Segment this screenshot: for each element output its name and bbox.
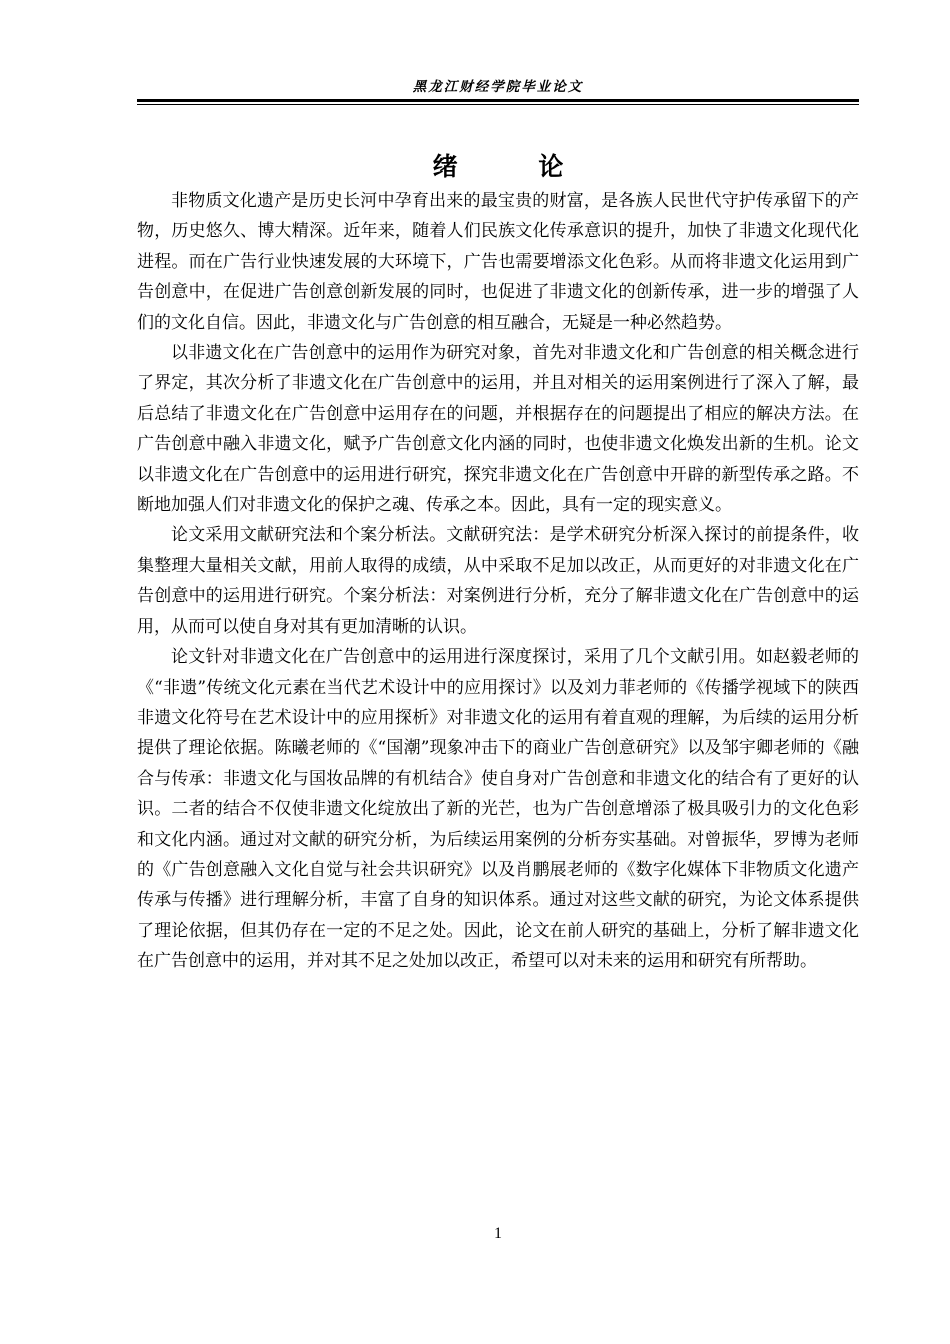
header-rule-thin [137, 104, 859, 105]
body-text [137, 186, 859, 977]
paragraph-2: 以非遗文化在广告创意中的运用作为研究对象，首先对非遗文化和广告创意的相关概念进行了界定，其次分析了非遗文化在广告创意中的运用，并且对相关的运用案例进行了深入了解，最后总结了非遗文化在广告创意中运用存在的问题，并根据存在的问题提出了相应的解决方法。在广告创意中融入非遗文化，赋予广告创意文化内涵的同时，也使非遗文化焕发出新的生机。论文以非遗文化在广告创意中的运用进行研究，探究非遗文化在广告创意中开辟的新型传承之路。不断地加强人们对非遗文化的保护之魂、传承之本。因此，具有一定的现实意义。 [137, 343, 859, 516]
chapter-title: 绪 论 [432, 151, 600, 181]
running-header: 黑龙江财经学院毕业论文 [412, 79, 584, 95]
header-rule-thick [137, 99, 859, 102]
paragraph-3: 论文采用文献研究法和个案分析法。文献研究法：是学术研究分析深入探讨的前提条件，收集整理大量相关文献，用前人取得的成绩，从中采取不足加以改正，从而更好的对非遗文化在广告创意中的运用进行研究。个案分析法：对案例进行分析，充分了解非遗文化在广告创意中的运用，从而可以使自身对其有更加清晰的认识。 [137, 525, 859, 637]
page-number: 1 [494, 1225, 502, 1242]
paragraph-1: 非物质文化遗产是历史长河中孕育出来的最宝贵的财富，是各族人民世代守护传承留下的产物，历史悠久、博大精深。近年来，随着人们民族文化传承意识的提升，加快了非遗文化现代化进程。而在广告行业快速发展的大环境下，广告也需要增添文化色彩。从而将非遗文化运用到广告创意中，在促进广告创意创新发展的同时，也促进了非遗文化的创新传承，进一步的增强了人们的文化自信。因此，非遗文化与广告创意的相互融合，无疑是一种必然趋势。 [137, 191, 859, 333]
paragraph-4: 论文针对非遗文化在广告创意中的运用进行深度探讨，采用了几个文献引用。如赵毅老师的《“非遗”传统文化元素在当代艺术设计中的应用探讨》以及刘力菲老师的《传播学视域下的陕西非遗文化符号在艺术设计中的应用探析》对非遗文化的运用有着直观的理解，为后续的运用分析提供了理论依据。陈曦老师的《“国潮”现象冲击下的商业广告创意研究》以及邹宇卿老师的《融合与传承：非遗文化与国妆品牌的有机结合》使自身对广告创意和非遗文化的结合有了更好的认识。二者的结合不仅使非遗文化绽放出了新的光芒，也为广告创意增添了极具吸引力的文化色彩和文化内涵。通过对文献的研究分析，为后续运用案例的分析夯实基础。对曾振华，罗博为老师的《广告创意融入文化自觉与社会共识研究》以及肖鹏展老师的《数字化媒体下非物质文化遗产传承与传播》进行理解分析，丰富了自身的知识体系。通过对这些文献的研究，为论文体系提供了理论依据，但其仍存在一定的不足之处。因此，论文在前人研究的基础上，分析了解非遗文化在广告创意中的运用，并对其不足之处加以改正，希望可以对未来的运用和研究有所帮助。 [137, 647, 859, 972]
